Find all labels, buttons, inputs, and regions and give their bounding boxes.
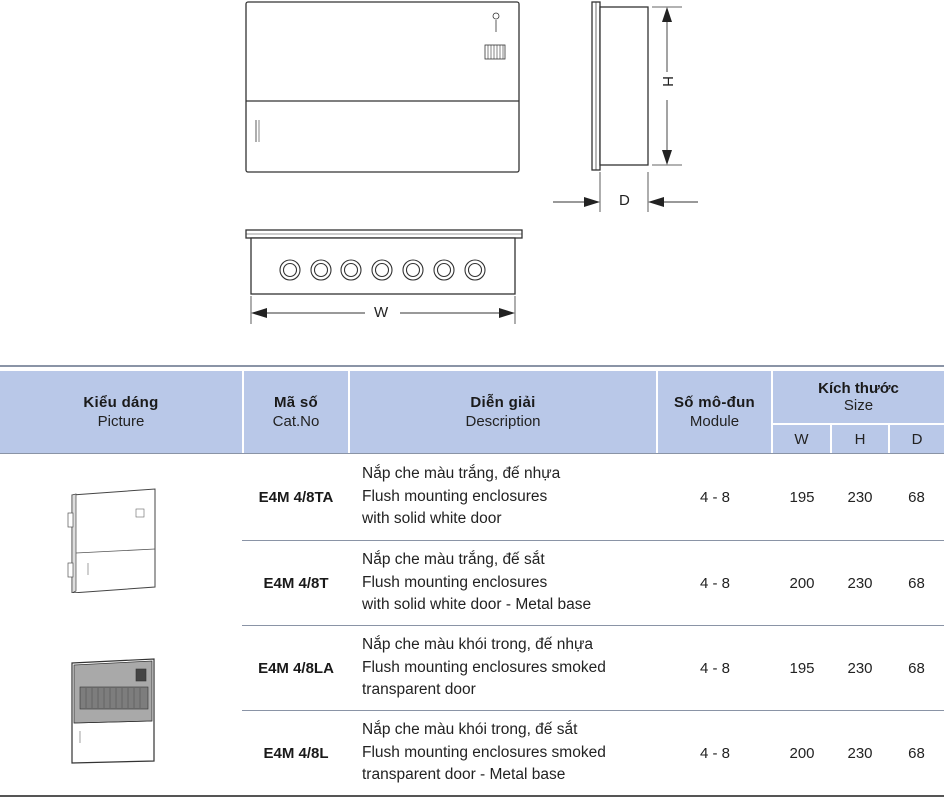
desc-line-en2: with solid white door [362, 510, 502, 528]
height-value: 230 [847, 574, 873, 592]
header-size-en: Size [843, 397, 874, 414]
description [362, 455, 658, 539]
desc-line-vn: Nắp che màu trắng, đế nhựa [362, 465, 561, 483]
table-top-rule [0, 365, 944, 367]
module-value: 4 - 8 [699, 574, 730, 592]
header-description [350, 371, 656, 453]
header-description-en: Description [465, 413, 541, 430]
header-catno-vn: Mã số [273, 394, 318, 411]
width-label: W [374, 304, 389, 321]
header-description-vn: Diễn giải [470, 394, 536, 411]
depth-value: 68 [908, 659, 925, 677]
header-picture-en: Picture [97, 413, 145, 430]
description [362, 626, 658, 710]
desc-line-en1: Flush mounting enclosures smoked [362, 743, 606, 761]
height-value: 230 [847, 744, 873, 762]
front-view [246, 2, 519, 172]
header-size-d: D [890, 425, 944, 453]
header-size-h: H [832, 425, 888, 453]
header-picture-vn: Kiểu dáng [83, 394, 159, 411]
cat-no: E4M 4/8T [263, 574, 329, 592]
header-size [773, 371, 944, 423]
cat-no: E4M 4/8LA [258, 659, 334, 677]
description [362, 541, 658, 625]
depth-value: 68 [908, 488, 925, 506]
header-size-vn: Kích thước [818, 380, 899, 397]
header-catno-en: Cat.No [272, 413, 320, 430]
table-row [242, 626, 944, 710]
enclosure-drawing [0, 0, 944, 360]
module-value: 4 - 8 [699, 744, 730, 762]
side-view [553, 2, 698, 212]
technical-drawings [0, 0, 944, 360]
desc-line-vn: Nắp che màu khói trong, đế sắt [362, 721, 578, 739]
product-picture-white [60, 483, 160, 593]
depth-value: 68 [908, 744, 925, 762]
header-picture [0, 371, 242, 453]
desc-line-en1: Flush mounting enclosures smoked [362, 658, 606, 676]
module-value: 4 - 8 [699, 659, 730, 677]
height-label: H [659, 76, 676, 87]
width-value: 195 [789, 488, 815, 506]
desc-line-en2: with solid white door - Metal base [362, 596, 592, 614]
product-picture-smoked [66, 657, 158, 765]
desc-line-vn: Nắp che màu khói trong, đế nhựa [362, 636, 593, 654]
cat-no: E4M 4/8L [263, 744, 329, 762]
width-value: 200 [789, 574, 815, 592]
table-row [242, 711, 944, 795]
header-catno [244, 371, 348, 453]
desc-line-en2: transparent door - Metal base [362, 766, 566, 784]
table-row [242, 455, 944, 539]
depth-label: D [619, 192, 630, 209]
desc-line-en1: Flush mounting enclosures [362, 487, 548, 505]
header-module-en: Module [689, 413, 740, 430]
table-bottom-rule [0, 795, 944, 797]
header-module [658, 371, 771, 453]
width-value: 200 [789, 744, 815, 762]
depth-value: 68 [908, 574, 925, 592]
description [362, 711, 658, 795]
cat-no: E4M 4/8TA [258, 488, 334, 506]
height-value: 230 [847, 488, 873, 506]
desc-line-en2: transparent door [362, 681, 476, 699]
desc-line-vn: Nắp che màu trắng, đế sắt [362, 551, 545, 569]
header-module-vn: Số mô-đun [673, 394, 756, 411]
width-value: 195 [789, 659, 815, 677]
header-size-w: W [773, 425, 830, 453]
module-value: 4 - 8 [699, 488, 730, 506]
table-row [242, 541, 944, 625]
desc-line-en1: Flush mounting enclosures [362, 573, 548, 591]
height-value: 230 [847, 659, 873, 677]
